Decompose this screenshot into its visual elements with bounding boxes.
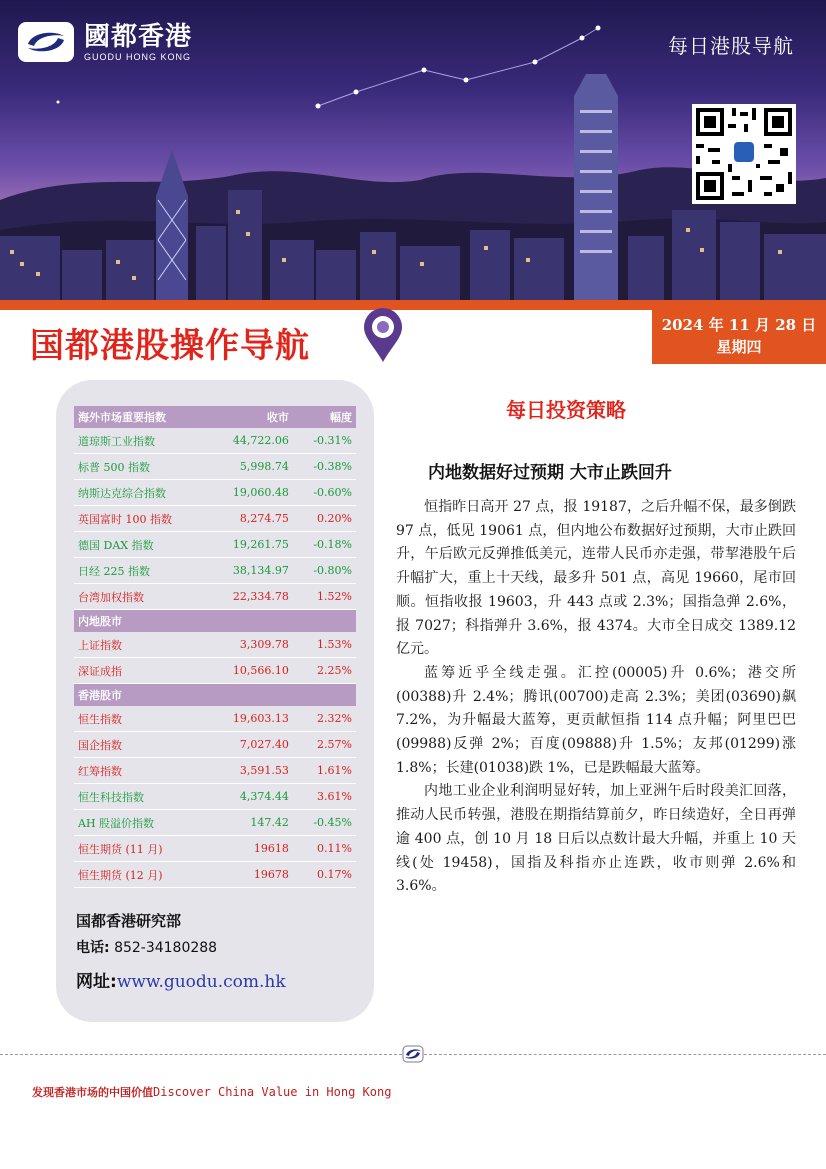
index-change: 0.17% [293, 862, 356, 888]
table-row [74, 706, 356, 732]
index-close: 19,261.75 [202, 532, 293, 558]
table-row [74, 758, 356, 784]
index-change: 1.52% [293, 584, 356, 610]
index-change: -0.45% [293, 810, 356, 836]
market-index-table [74, 406, 356, 888]
index-change: 3.61% [293, 784, 356, 810]
article-body [396, 496, 796, 899]
col-header-change: 幅度 [293, 406, 356, 428]
index-name: 深证成指 [74, 658, 202, 684]
index-change: 2.25% [293, 658, 356, 684]
report-weekday: 星期四 [716, 338, 762, 356]
index-name: 道琼斯工业指数 [74, 428, 202, 454]
index-change: 2.32% [293, 706, 356, 732]
index-close: 44,722.06 [202, 428, 293, 454]
index-name: 台湾加权指数 [74, 584, 202, 610]
index-name: 标普 500 指数 [74, 454, 202, 480]
table-row [74, 836, 356, 862]
table-row [74, 632, 356, 658]
phone-label: 电话: [76, 940, 110, 956]
table-row [74, 506, 356, 532]
index-name: 上证指数 [74, 632, 202, 658]
index-change: -0.31% [293, 428, 356, 454]
guodu-logo [18, 22, 192, 62]
logo-icon [18, 22, 74, 62]
article-paragraph: 恒指昨日高开 27 点，报 19187，之后升幅不保，最多倒跌 97 点，低见 19061 点，但内地公布数据好过预期，大市止跌回升，午后欧元反弹推低美元，连带人民币亦走强，带挈港股午后升幅扩大，重上十天线，最多升 501 点，高见 19660，尾市回顺。恒指收报 19603，升 443 点或 2.3%；国指急弹 2.6%，报 7027；科指弹升 3.6%，报 4374。大市全日成交 1389.12 亿元。 [396, 499, 796, 658]
contact-block [76, 910, 286, 992]
table-row [74, 428, 356, 454]
banner-title: 每日港股导航 [668, 34, 794, 58]
index-name: 英国富时 100 指数 [74, 506, 202, 532]
table-row [74, 658, 356, 684]
index-change: -0.18% [293, 532, 356, 558]
website-label: 网址: [76, 972, 117, 992]
index-close: 10,566.10 [202, 658, 293, 684]
logo-chinese-text: 國都香港 [84, 22, 193, 52]
article-paragraph: 内地工业企业利润明显好转，加上亚洲午后时段美汇回落，推动人民币转强，港股在期指结算前夕，昨日续造好，全日再弹逾 400 点，创 10 月 18 日后以点数计最大升幅，并重上 10 天线(处 19458)，国指及科指亦止连跌，收市则弹 2.6%和 3.6%。 [396, 783, 796, 895]
footer-logo-icon [402, 1045, 424, 1063]
index-close: 3,591.53 [202, 758, 293, 784]
index-close: 22,334.78 [202, 584, 293, 610]
article-headline: 内地数据好过预期 大市止跌回升 [428, 463, 672, 483]
table-row [74, 454, 356, 480]
phone-line [76, 937, 286, 957]
index-change: 1.61% [293, 758, 356, 784]
index-name: 纳斯达克综合指数 [74, 480, 202, 506]
table-row [74, 480, 356, 506]
col-header-close: 收市 [202, 406, 293, 428]
index-change: 0.20% [293, 506, 356, 532]
location-pin-icon [360, 306, 406, 364]
index-name: 红筹指数 [74, 758, 202, 784]
index-change: 0.11% [293, 836, 356, 862]
index-change: -0.80% [293, 558, 356, 584]
research-dept: 国都香港研究部 [76, 912, 182, 930]
table-header-row [74, 406, 356, 428]
table-row [74, 584, 356, 610]
slogan-chinese: 发现香港市场的中国价值 [32, 1086, 153, 1099]
index-name: 恒生科技指数 [74, 784, 202, 810]
index-close: 3,309.78 [202, 632, 293, 658]
index-close: 4,374.44 [202, 784, 293, 810]
section-title: 每日投资策略 [506, 398, 626, 422]
index-close: 8,274.75 [202, 506, 293, 532]
page-title: 国都港股操作导航 [30, 326, 310, 366]
header-banner [0, 0, 826, 300]
qr-code-icon [692, 104, 796, 204]
phone-number: 852-34180288 [114, 940, 218, 956]
table-row [74, 784, 356, 810]
index-change: 2.57% [293, 732, 356, 758]
index-name: 恒生期货 (12 月) [74, 862, 202, 888]
section-mainland: 内地股市 [74, 610, 356, 633]
report-date: 2024 年 11 月 28 日 [661, 316, 817, 334]
website-link[interactable]: www.guodu.com.hk [116, 972, 286, 992]
index-close: 5,998.74 [202, 454, 293, 480]
index-close: 38,134.97 [202, 558, 293, 584]
article-paragraph: 蓝筹近乎全线走强。汇控(00005)升 0.6%；港交所(00388)升 2.4%；腾讯(00700)走高 2.3%；美团(03690)飙 7.2%，为升幅最大蓝筹，更贡献恒指 114 点升幅；阿里巴巴(09988)反弹 2%；百度(09888)升 1.5%；友邦(01299)涨 1.8%；长建(01038)跌 1%，已是跌幅最大蓝筹。 [396, 664, 796, 776]
col-header-index: 海外市场重要指数 [74, 406, 202, 428]
header-divider [0, 300, 826, 310]
table-section-row [74, 610, 356, 633]
index-close: 19618 [202, 836, 293, 862]
index-close: 19,603.13 [202, 706, 293, 732]
index-change: 1.53% [293, 632, 356, 658]
index-change: -0.38% [293, 454, 356, 480]
index-change: -0.60% [293, 480, 356, 506]
index-close: 7,027.40 [202, 732, 293, 758]
index-name: AH 股溢价指数 [74, 810, 202, 836]
table-row [74, 532, 356, 558]
index-close: 19678 [202, 862, 293, 888]
index-name: 恒生期货 (11 月) [74, 836, 202, 862]
table-row [74, 732, 356, 758]
table-row [74, 862, 356, 888]
date-badge [652, 310, 826, 364]
index-name: 德国 DAX 指数 [74, 532, 202, 558]
index-name: 日经 225 指数 [74, 558, 202, 584]
index-close: 147.42 [202, 810, 293, 836]
table-section-row [74, 684, 356, 707]
table-row [74, 810, 356, 836]
table-row [74, 558, 356, 584]
logo-english-text: GUODU HONG KONG [84, 52, 192, 62]
website-line [76, 967, 286, 992]
section-hk: 香港股市 [74, 684, 356, 707]
index-name: 恒生指数 [74, 706, 202, 732]
slogan-english: Discover China Value in Hong Kong [153, 1085, 392, 1099]
index-name: 国企指数 [74, 732, 202, 758]
footer-slogan [32, 1084, 391, 1100]
index-close: 19,060.48 [202, 480, 293, 506]
